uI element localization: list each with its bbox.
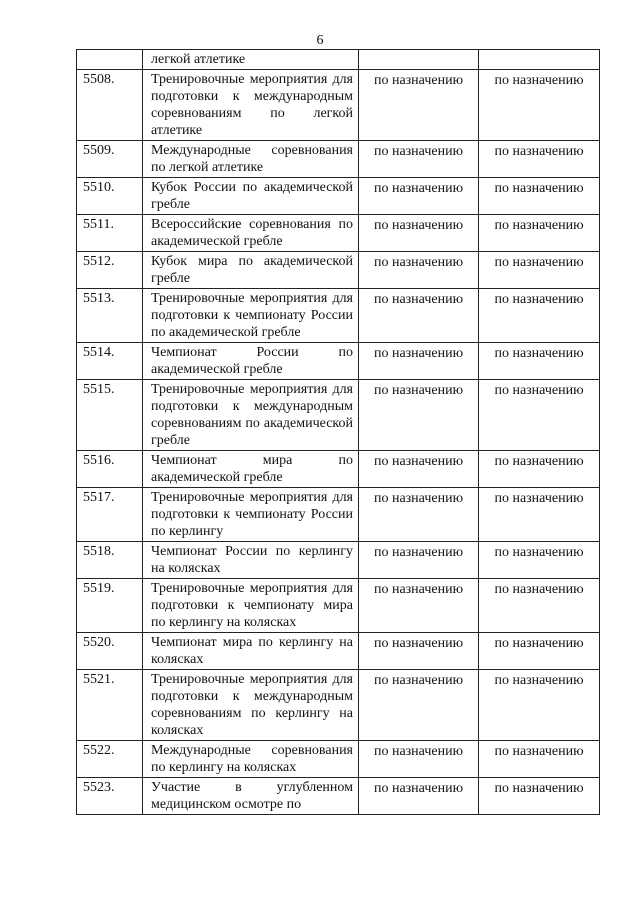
assignment-cell — [359, 70, 479, 141]
row-number-text: 5512. — [83, 254, 115, 269]
table-row — [77, 741, 600, 778]
assignment-text: по назначению — [494, 636, 584, 651]
assignment-text: по назначению — [373, 744, 464, 759]
assignment-cell — [359, 488, 479, 542]
assignment-cell — [359, 778, 479, 815]
row-number-text: 5517. — [83, 490, 115, 505]
assignment-cell — [359, 451, 479, 488]
event-name-cell — [143, 178, 359, 215]
event-name-text: Тренировочные мероприятия для подготовки к международным соревнованиям по легкой атлетике — [151, 72, 353, 138]
row-number-text: 5515. — [83, 382, 115, 397]
event-name-cell — [143, 141, 359, 178]
table-row — [77, 670, 600, 741]
page-number: 6 — [316, 33, 324, 48]
assignment-text: по назначению — [494, 781, 584, 796]
assignment-text: по назначению — [373, 383, 464, 398]
assignment-text: по назначению — [494, 383, 584, 398]
assignment-text: по назначению — [494, 255, 584, 270]
assignment-cell — [479, 451, 600, 488]
row-number-cell — [77, 252, 143, 289]
row-number-text: 5509. — [83, 143, 115, 158]
assignment-text: по назначению — [373, 582, 464, 597]
event-name-cell — [143, 633, 359, 670]
event-name-cell — [143, 289, 359, 343]
assignment-text: по назначению — [373, 255, 464, 270]
assignment-cell — [479, 141, 600, 178]
event-name-text: Чемпионат мира по керлингу на колясках — [151, 635, 353, 667]
row-number-cell — [77, 50, 143, 70]
row-number-text: 5521. — [83, 672, 115, 687]
event-name-cell — [143, 778, 359, 815]
event-name-text: Чемпионат мира по академической гребле — [151, 453, 353, 485]
assignment-text: по назначению — [373, 181, 464, 196]
assignment-cell — [479, 50, 600, 70]
event-name-text: легкой атлетике — [151, 52, 246, 67]
assignment-text: по назначению — [373, 454, 464, 469]
assignment-cell — [359, 670, 479, 741]
assignment-text: по назначению — [494, 346, 584, 361]
assignment-cell — [479, 741, 600, 778]
assignment-cell — [479, 542, 600, 579]
table-row — [77, 141, 600, 178]
row-number-cell — [77, 289, 143, 343]
assignment-cell — [359, 141, 479, 178]
event-name-cell — [143, 451, 359, 488]
events-table-body — [77, 50, 600, 815]
clipped-text-wrap — [151, 779, 353, 813]
assignment-text: по назначению — [373, 292, 464, 307]
row-number-cell — [77, 380, 143, 451]
table-row — [77, 289, 600, 343]
row-number-text: 5518. — [83, 544, 115, 559]
assignment-text: по назначению — [494, 144, 584, 159]
row-number-text: 5510. — [83, 180, 115, 195]
assignment-cell — [479, 70, 600, 141]
event-name-cell — [143, 542, 359, 579]
assignment-text: по назначению — [373, 781, 464, 796]
event-name-text: Тренировочные мероприятия для подготовки к международным соревнованиям по керлингу на колясках — [151, 672, 353, 738]
table-row — [77, 488, 600, 542]
assignment-cell — [359, 289, 479, 343]
table-row — [77, 778, 600, 815]
row-number-text: 5523. — [83, 780, 115, 795]
event-name-cell — [143, 670, 359, 741]
event-name-text: Всероссийские соревнования по академической гребле — [151, 217, 353, 249]
assignment-cell — [479, 380, 600, 451]
assignment-cell — [359, 741, 479, 778]
row-number-text: 5522. — [83, 743, 115, 758]
row-number-cell — [77, 343, 143, 380]
assignment-text: по назначению — [373, 346, 464, 361]
event-name-text: Чемпионат России по керлингу на колясках — [151, 544, 353, 576]
assignment-cell — [359, 50, 479, 70]
table-row — [77, 50, 600, 70]
assignment-cell — [359, 633, 479, 670]
assignment-text: по назначению — [494, 545, 584, 560]
assignment-cell — [359, 380, 479, 451]
assignment-text: по назначению — [373, 218, 464, 233]
assignment-cell — [359, 343, 479, 380]
event-name-text: Международные соревнования по керлингу на колясках — [151, 743, 353, 775]
table-row — [77, 178, 600, 215]
event-name-text: Тренировочные мероприятия для подготовки к международным соревнованиям по академической гребле — [151, 382, 353, 448]
event-name-text: Тренировочные мероприятия для подготовки к чемпионату России по академической гребле — [151, 291, 353, 340]
event-name-cell — [143, 343, 359, 380]
event-name-text: Международные соревнования по легкой атлетике — [151, 143, 353, 175]
assignment-text: по назначению — [373, 73, 464, 88]
assignment-cell — [479, 579, 600, 633]
assignment-text: по назначению — [373, 673, 464, 688]
assignment-cell — [359, 542, 479, 579]
assignment-cell — [479, 215, 600, 252]
event-name-cell — [143, 488, 359, 542]
assignment-text: по назначению — [494, 73, 584, 88]
row-number-cell — [77, 70, 143, 141]
row-number-cell — [77, 778, 143, 815]
row-number-cell — [77, 178, 143, 215]
event-name-text: Кубок мира по академической гребле — [151, 254, 353, 286]
row-number-cell — [77, 670, 143, 741]
assignment-cell — [479, 670, 600, 741]
event-name-cell — [143, 579, 359, 633]
assignment-text: по назначению — [494, 673, 584, 688]
table-row — [77, 380, 600, 451]
assignment-text: по назначению — [373, 491, 464, 506]
row-number-cell — [77, 451, 143, 488]
event-name-text: Кубок России по академической гребле — [151, 180, 353, 212]
table-row — [77, 70, 600, 141]
event-name-text: Тренировочные мероприятия для подготовки к чемпионату России по керлингу — [151, 490, 353, 539]
table-row — [77, 633, 600, 670]
row-number-text: 5514. — [83, 345, 115, 360]
assignment-text: по назначению — [494, 181, 584, 196]
row-number-text: 5519. — [83, 581, 115, 596]
row-number-cell — [77, 141, 143, 178]
assignment-cell — [359, 252, 479, 289]
table-row — [77, 343, 600, 380]
assignment-cell — [479, 488, 600, 542]
row-number-text: 5520. — [83, 635, 115, 650]
assignment-cell — [479, 252, 600, 289]
table-row — [77, 542, 600, 579]
table-row — [77, 579, 600, 633]
row-number-cell — [77, 488, 143, 542]
table-row — [77, 252, 600, 289]
event-name-text: Тренировочные мероприятия для подготовки к чемпионату мира по керлингу на колясках — [151, 581, 353, 630]
event-name-cell — [143, 215, 359, 252]
row-number-cell — [77, 741, 143, 778]
assignment-cell — [479, 178, 600, 215]
assignment-cell — [359, 579, 479, 633]
event-name-cell — [143, 50, 359, 70]
assignment-text: по назначению — [373, 545, 464, 560]
row-number-cell — [77, 579, 143, 633]
row-number-cell — [77, 633, 143, 670]
event-name-cell — [143, 252, 359, 289]
table-row — [77, 215, 600, 252]
assignment-cell — [359, 215, 479, 252]
assignment-text: по назначению — [494, 292, 584, 307]
row-number-text: 5516. — [83, 453, 115, 468]
assignment-text: по назначению — [494, 582, 584, 597]
assignment-cell — [479, 289, 600, 343]
table-row — [77, 451, 600, 488]
event-name-text: Участие в углубленном медицинском осмотре по — [151, 780, 353, 812]
assignment-text: по назначению — [494, 218, 584, 233]
row-number-text: 5511. — [83, 217, 114, 232]
row-number-cell — [77, 542, 143, 579]
event-name-cell — [143, 741, 359, 778]
assignment-cell — [479, 633, 600, 670]
event-name-cell — [143, 70, 359, 141]
assignment-text: по назначению — [494, 744, 584, 759]
events-table — [76, 49, 600, 815]
assignment-text: по назначению — [494, 454, 584, 469]
assignment-text: по назначению — [373, 144, 464, 159]
assignment-text: по назначению — [373, 636, 464, 651]
assignment-cell — [359, 178, 479, 215]
assignment-text: по назначению — [494, 491, 584, 506]
event-name-cell — [143, 380, 359, 451]
assignment-cell — [479, 343, 600, 380]
event-name-text: Чемпионат России по академической гребле — [151, 345, 353, 377]
row-number-cell — [77, 215, 143, 252]
row-number-text: 5513. — [83, 291, 115, 306]
assignment-cell — [479, 778, 600, 815]
row-number-text: 5508. — [83, 72, 115, 87]
